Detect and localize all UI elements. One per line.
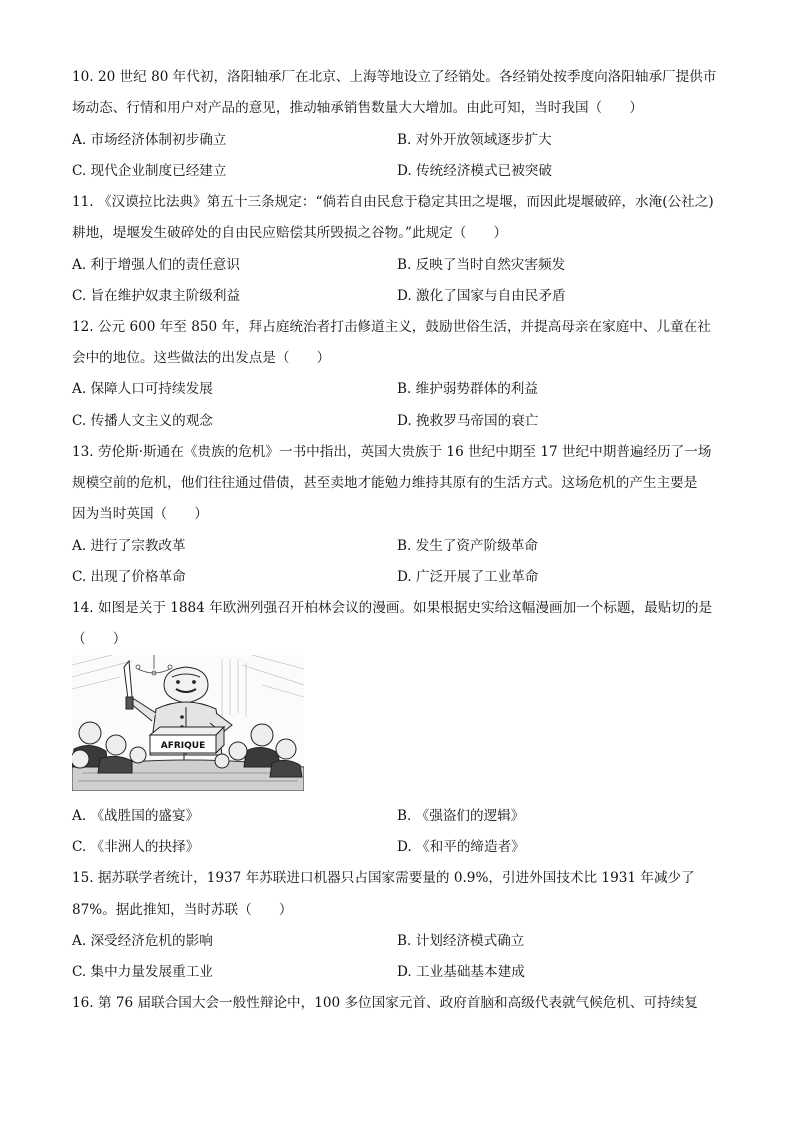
question-15-option-d: D. 工业基础基本建成: [397, 964, 525, 980]
question-12-line-1: 12. 公元 600 年至 850 年，拜占庭统治者打击修道主义，鼓励世俗生活，并提高母亲在家庭中、儿童在社: [72, 319, 711, 335]
question-13-line-3: 因为当时英国（ ）: [72, 506, 208, 522]
question-15-line-2: 87%。据此推知，当时苏联（ ）: [72, 902, 293, 918]
question-15-option-c: C. 集中力量发展重工业: [72, 964, 213, 980]
question-15-option-a: A. 深受经济危机的影响: [72, 933, 213, 949]
question-11-option-d: D. 激化了国家与自由民矛盾: [397, 288, 566, 304]
question-11-line-2: 耕地，堤堰发生破碎处的自由民应赔偿其所毁损之谷物。”此规定（ ）: [72, 225, 508, 241]
question-11-option-a: A. 利于增强人们的责任意识: [72, 257, 240, 273]
question-12-option-c: C. 传播人文主义的观念: [72, 413, 213, 429]
question-15-option-b: B. 计划经济模式确立: [397, 933, 525, 949]
question-12-option-a: A. 保障人口可持续发展: [72, 381, 213, 397]
question-10-line-2: 场动态、行情和用户对产品的意见，推动轴承销售数量大大增加。由此可知，当时我国（ ）: [72, 100, 643, 116]
question-12-option-b: B. 维护弱势群体的利益: [397, 381, 538, 397]
question-14-option-a: A. 《战胜国的盛宴》: [72, 808, 200, 824]
question-16-line-1: 16. 第 76 届联合国大会一般性辩论中，100 多位国家元首、政府首脑和高级代表就气候危机、可持续复: [72, 995, 698, 1011]
question-13-option-c: C. 出现了价格革命: [72, 569, 186, 585]
question-13-option-b: B. 发生了资产阶级革命: [397, 538, 538, 554]
question-14-option-b: B. 《强盗们的逻辑》: [397, 808, 525, 824]
question-11-option-b: B. 反映了当时自然灾害频发: [397, 257, 566, 273]
question-13-line-1: 13. 劳伦斯·斯通在《贵族的危机》一书中指出，英国大贵族于 16 世纪中期至 17 世纪中期普遍经历了一场: [72, 444, 712, 460]
cartoon-cake-label: AFRIQUE: [160, 741, 206, 751]
question-14-line-1: 14. 如图是关于 1884 年欧洲列强召开柏林会议的漫画。如果根据史实给这幅漫画加一个标题，最贴切的是: [72, 600, 713, 616]
cartoon-illustration: [72, 655, 304, 791]
question-13-option-a: A. 进行了宗教改革: [72, 538, 186, 554]
question-10-option-b: B. 对外开放领域逐步扩大: [397, 132, 552, 148]
question-12-option-d: D. 挽救罗马帝国的衰亡: [397, 413, 539, 429]
question-14-option-d: D. 《和平的缔造者》: [397, 839, 525, 855]
question-12-line-2: 会中的地位。这些做法的出发点是（ ）: [72, 350, 331, 366]
question-11-option-c: C. 旨在维护奴隶主阶级利益: [72, 288, 241, 304]
question-13-option-d: D. 广泛开展了工业革命: [397, 569, 539, 585]
question-15-line-1: 15. 据苏联学者统计，1937 年苏联进口机器只占国家需要量的 0.9%，引进外国技术比 1931 年减少了: [72, 870, 695, 886]
question-10-line-1: 10. 20 世纪 80 年代初，洛阳轴承厂在北京、上海等地设立了经销处。各经销处按季度向洛阳轴承厂提供市: [72, 69, 717, 85]
berlin-conference-cartoon: [72, 655, 304, 791]
question-10-option-c: C. 现代企业制度已经建立: [72, 163, 227, 179]
question-10-option-d: D. 传统经济模式已被突破: [397, 163, 552, 179]
question-14-option-c: C. 《非洲人的抉择》: [72, 839, 200, 855]
question-10-option-a: A. 市场经济体制初步确立: [72, 132, 227, 148]
question-11-line-1: 11. 《汉谟拉比法典》第五十三条规定：“倘若自由民怠于稳定其田之堤堰，而因此堤堰破碎，水淹(公社之): [72, 194, 714, 210]
question-13-line-2: 规模空前的危机，他们往往通过借债，甚至卖地才能勉力维持其原有的生活方式。这场危机的产生主要是: [72, 475, 698, 491]
question-14-line-2: （ ）: [72, 631, 127, 647]
